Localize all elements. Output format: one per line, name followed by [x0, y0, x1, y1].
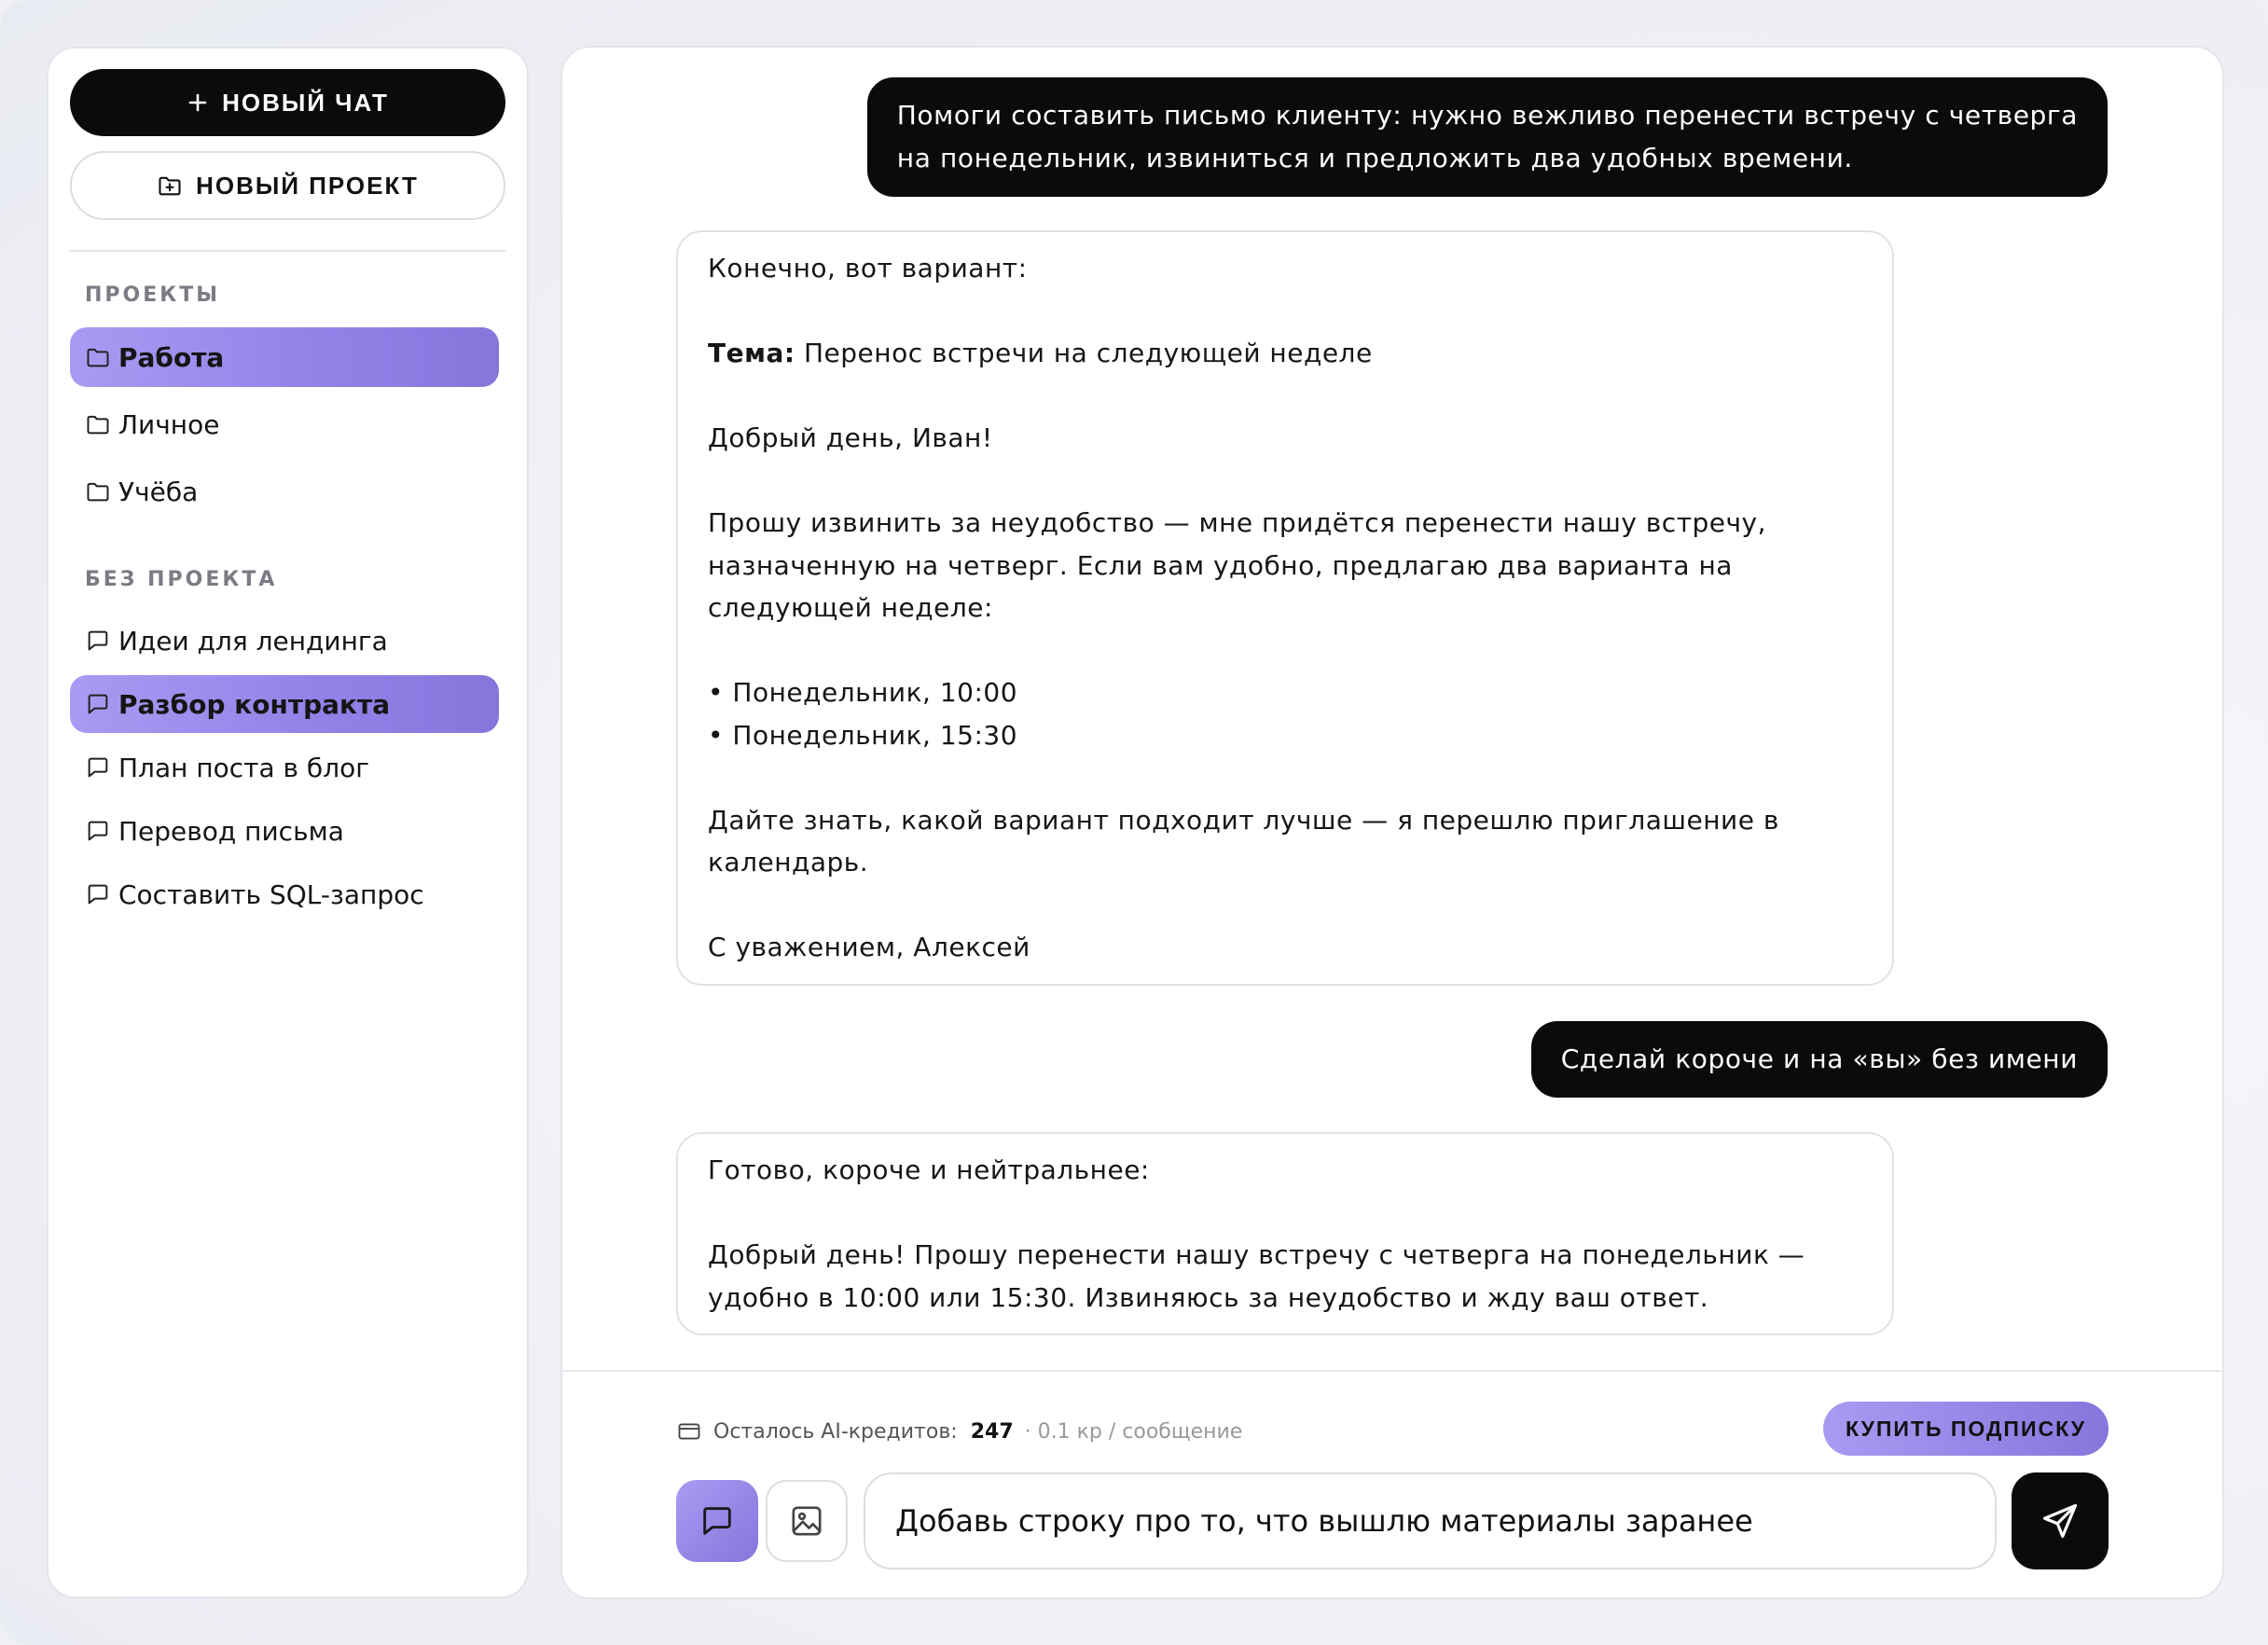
chat-bubble-icon — [85, 628, 111, 654]
project-item-personal[interactable] — [70, 394, 499, 454]
chat-panel — [560, 46, 2224, 1599]
credit-card-icon — [676, 1418, 702, 1445]
send-button[interactable] — [2012, 1472, 2109, 1569]
buy-subscription-button[interactable]: КУПИТЬ ПОДПИСКУ — [1823, 1402, 2109, 1456]
user-message — [867, 77, 2108, 197]
chat-item-contract-review[interactable] — [70, 675, 499, 733]
chat-bubble-icon — [85, 881, 111, 907]
credits-rate: · 0.1 кр / сообщение — [1024, 1419, 1243, 1444]
chat-bubble-icon — [698, 1502, 736, 1540]
folder-icon — [85, 344, 111, 370]
chat-item-landing-ideas[interactable] — [70, 612, 499, 670]
message-line: следующей неделе: — [708, 592, 993, 623]
project-label: Работа — [118, 341, 225, 373]
chat-label: Идеи для лендинга — [118, 625, 388, 657]
message-line: удобно в 10:00 или 15:30. Извиняюсь за неудобство и жду ваш ответ. — [708, 1281, 1709, 1313]
chat-item-blog-plan[interactable] — [70, 739, 499, 796]
credits-count: 247 — [970, 1419, 1014, 1444]
message-line: календарь. — [708, 847, 869, 878]
message-line: назначенную на четверг. Если вам удобно, предлагаю два варианта на — [708, 549, 1733, 581]
folder-plus-icon — [157, 173, 183, 199]
chat-bubble-icon — [85, 691, 111, 717]
message-subject — [708, 332, 1862, 375]
message-line: на понедельник, извиниться и предложить два удобных времени. — [896, 143, 1853, 173]
project-label: Учёба — [118, 476, 199, 507]
projects-list — [70, 327, 505, 521]
subject-label: Тема: — [708, 338, 795, 368]
folder-icon — [85, 478, 111, 505]
credits-label: Осталось AI-кредитов: — [713, 1419, 958, 1444]
assistant-message — [676, 1132, 1894, 1335]
sidebar — [47, 47, 529, 1598]
chat-item-letter-translation[interactable] — [70, 802, 499, 860]
no-project-heading: БЕЗ ПРОЕКТА — [85, 568, 278, 591]
message-line: Прошу извинить за неудобство — мне придётся перенести нашу встречу, — [708, 507, 1767, 538]
project-label: Личное — [118, 408, 220, 440]
chat-label: Перевод письма — [118, 815, 344, 847]
new-project-button[interactable] — [70, 151, 505, 220]
message-option: • Понедельник, 15:30 — [708, 719, 1018, 751]
chat-mode-button[interactable] — [676, 1480, 758, 1562]
composer-divider — [562, 1370, 2222, 1372]
chat-label: Составить SQL-запрос — [118, 878, 424, 910]
chat-label: Разбор контракта — [118, 688, 391, 720]
message-option: • Понедельник, 10:00 — [708, 677, 1018, 708]
projects-heading: ПРОЕКТЫ — [85, 283, 221, 307]
message-line: Помоги составить письмо клиенту: нужно вежливо перенести встречу с четверга — [896, 100, 2078, 131]
message-line: Добрый день! Прошу перенести нашу встречу с четверга на понедельник — — [708, 1239, 1805, 1270]
project-item-work[interactable] — [70, 327, 499, 387]
sidebar-divider — [70, 250, 505, 252]
project-item-study[interactable] — [70, 462, 499, 521]
image-icon — [788, 1502, 825, 1540]
image-mode-button[interactable] — [766, 1480, 848, 1562]
message-line: Дайте знать, какой вариант подходит лучше — я перешлю приглашение в — [708, 804, 1779, 836]
chat-item-sql-query[interactable] — [70, 865, 499, 923]
message-line: Сделай короче и на «вы» без имени — [1560, 1044, 2078, 1074]
chat-bubble-icon — [85, 818, 111, 844]
plus-icon — [187, 91, 209, 114]
message-greeting: Добрый день, Иван! — [708, 422, 993, 453]
assistant-message — [676, 230, 1894, 986]
credits-info — [676, 1413, 1242, 1450]
new-chat-label: НОВЫЙ ЧАТ — [222, 88, 389, 117]
folder-icon — [85, 411, 111, 437]
message-signature: С уважением, Алексей — [708, 932, 1030, 962]
user-message — [1531, 1021, 2108, 1098]
message-intro: Готово, короче и нейтральнее: — [708, 1154, 1150, 1185]
send-icon — [2040, 1500, 2081, 1541]
new-project-label: НОВЫЙ ПРОЕКТ — [196, 171, 419, 200]
chat-label: План поста в блог — [118, 752, 369, 783]
message-input[interactable] — [864, 1472, 1997, 1569]
chats-list — [70, 612, 505, 923]
new-chat-button[interactable] — [70, 69, 505, 136]
chat-bubble-icon — [85, 754, 111, 781]
subject-text: Перенос встречи на следующей неделе — [803, 338, 1373, 368]
message-intro: Конечно, вот вариант: — [708, 253, 1028, 283]
